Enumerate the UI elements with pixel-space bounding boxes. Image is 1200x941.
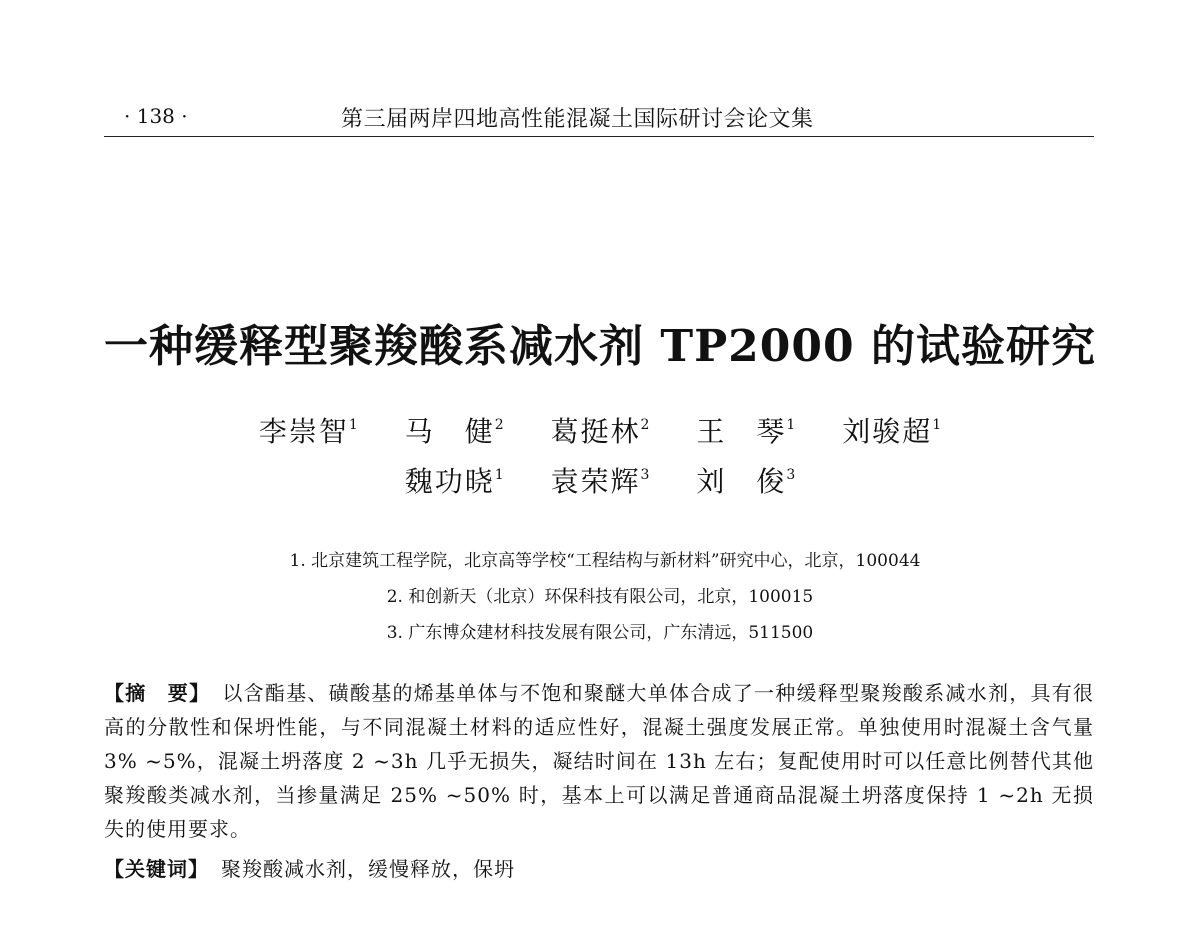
- author: 魏功晓$^1$: [404, 465, 504, 498]
- author-list-line-1: [100, 410, 1100, 450]
- keywords-label: 【关键词】: [104, 857, 209, 881]
- author: 王 琴$^1$: [696, 415, 796, 448]
- author: 李崇智$^1$: [258, 415, 358, 448]
- author: 袁荣辉$^3$: [550, 465, 650, 498]
- author: 刘骏超$^1$: [842, 415, 942, 448]
- running-header: [104, 100, 1094, 137]
- author-list-line-2: [100, 460, 1100, 500]
- abstract-label: 【摘 要】: [104, 681, 211, 705]
- keywords-text: 聚羧酸减水剂，缓慢释放，保坍: [221, 857, 515, 881]
- paper-title: 一种缓释型聚羧酸系减水剂 TP2000 的试验研究: [104, 321, 1096, 372]
- affiliation: 2. 和创新天（北京）环保科技有限公司，北京，100015: [386, 587, 814, 607]
- page-number: · 138 ·: [124, 104, 188, 128]
- abstract: [104, 676, 1094, 846]
- affiliation: 3. 广东博众建材科技发展有限公司，广东清远，511500: [386, 623, 814, 643]
- author: 马 健$^2$: [404, 415, 504, 448]
- running-head-title: 第三届两岸四地高性能混凝土国际研讨会论文集: [341, 107, 814, 132]
- keywords: [104, 852, 1094, 886]
- author: 刘 俊$^3$: [696, 465, 796, 498]
- author: 葛挺林$^2$: [550, 415, 650, 448]
- abstract-text: 以含酯基、磺酸基的烯基单体与不饱和聚醚大单体合成了一种缓释型聚羧酸系减水剂，具有很高的分散性和保坍性能，与不同混凝土材料的适应性好，混凝土强度发展正常。单独使用时混凝土含气量 3% ~5%，混凝土坍落度 2 ~3h 几乎无损失，凝结时间在 13h 左右；复配使用时可以任意比例替代其他聚羧酸类减水剂，当掺量满足 25% ~50% 时，基本上可以满足普通商品混凝土坍落度保持 1 ~2h 无损失的使用要求。: [104, 681, 1095, 841]
- affiliation: 1. 北京建筑工程学院，北京高等学校“工程结构与新材料”研究中心，北京，100044: [289, 551, 921, 571]
